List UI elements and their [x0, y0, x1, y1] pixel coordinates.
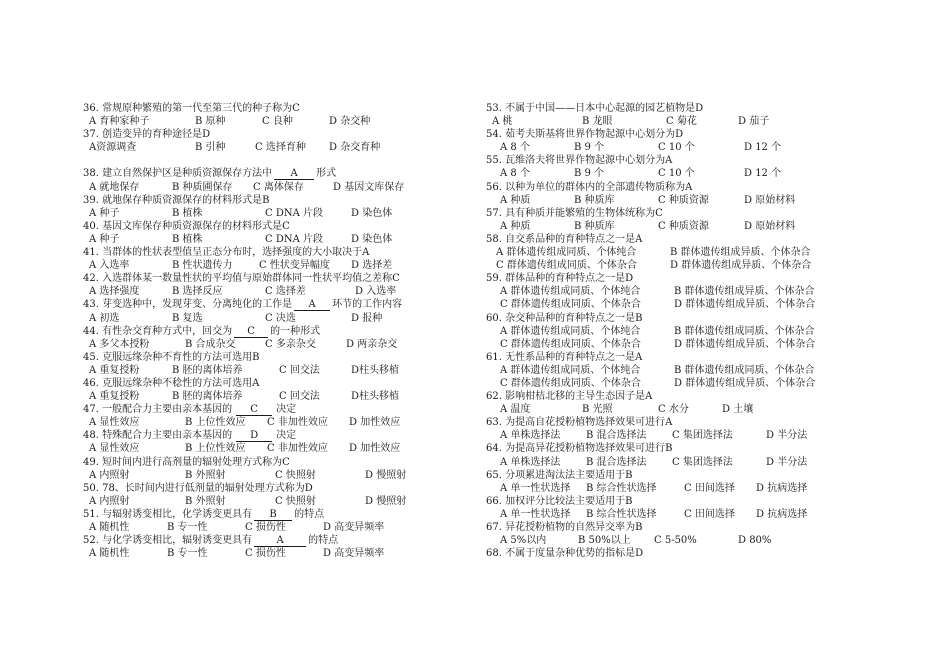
question-stem: 62. 影响柑桔北移的主导生态因子是A — [486, 391, 653, 403]
question-stem: 46. 克服远缘杂种不稔性的方法可选用A — [83, 377, 260, 389]
option-b: B 50%以上 — [578, 535, 631, 547]
option-c: C 回交法 — [279, 364, 320, 376]
option-row — [486, 220, 866, 233]
option-d: D 茄子 — [738, 116, 770, 128]
option-a: A资源调查 — [89, 142, 137, 154]
option-c: C 选择育种 — [255, 142, 306, 154]
option-row — [486, 508, 866, 521]
question-stem: 50. 78、长时间内进行低剂量的辐射处理方式称为D — [83, 482, 313, 494]
question-51 — [83, 508, 413, 534]
question-41 — [83, 246, 413, 272]
option-d: D 加性效应 — [349, 417, 401, 429]
option-a: A 显性效应 — [89, 417, 140, 429]
option-d: D 土壤 — [722, 404, 754, 416]
option-row — [486, 429, 866, 442]
option-b: B 混合选择法 — [586, 430, 647, 442]
option-a: A 单株选择法 — [500, 430, 561, 442]
question-60 — [486, 312, 866, 351]
option-c: C 种质资源 — [658, 220, 709, 232]
question-stem: 39. 就地保存种质资源保存的材料形式是B — [83, 194, 270, 206]
stem-text: 47. 一般配合力主要由亲本基因的 — [83, 404, 233, 416]
option-row — [83, 364, 413, 377]
option-b: B 9 个 — [574, 168, 605, 180]
option-c: C 10 个 — [658, 142, 695, 154]
option-d: D 半分法 — [766, 430, 808, 442]
question-stem: 37. 创造变异的育种途径是D — [83, 129, 211, 141]
question-54 — [486, 128, 866, 154]
option-c: C 群体遗传组成同质、个体杂合 — [500, 299, 641, 311]
option-b: B 群体遗传组成异质、个体杂合 — [670, 247, 811, 259]
option-d: D 两亲杂交 — [346, 338, 398, 350]
question-stem — [83, 508, 413, 521]
question-61 — [486, 351, 866, 390]
option-d: D 选择差 — [351, 260, 393, 272]
option-d: D 慢照射 — [365, 469, 407, 481]
option-c: C 种质资源 — [658, 194, 709, 206]
option-a: A 随机性 — [89, 548, 130, 560]
question-stem: 57. 具有种质并能繁殖的生物体统称为C — [486, 207, 663, 219]
question-37 — [83, 128, 413, 154]
option-d: D 抗病选择 — [756, 482, 808, 494]
option-c: C 非加性效应 — [267, 417, 328, 429]
option-d: D 基因文库保存 — [333, 181, 405, 193]
option-c: C 5-50% — [654, 535, 697, 547]
question-stem — [83, 167, 413, 180]
option-row — [486, 285, 866, 298]
option-b: B 原种 — [195, 116, 226, 128]
option-c: C 损伤性 — [245, 548, 286, 560]
option-c: C DNA 片段 — [265, 233, 323, 245]
option-d: D 群体遗传组成异质、个体杂合 — [674, 299, 816, 311]
answer-blank: A — [254, 535, 306, 547]
option-b: B 综合性状选择 — [586, 482, 657, 494]
option-d: D 杂交种 — [329, 116, 371, 128]
option-b: B 专一性 — [167, 548, 208, 560]
option-a: A 桃 — [492, 116, 513, 128]
option-a: A 单一性状选择 — [500, 482, 571, 494]
question-stem: 64. 为提高异花授粉植物选择效果可进行B — [486, 443, 673, 455]
option-c: C 10 个 — [658, 168, 695, 180]
option-d: D 群体遗传组成异质、个体杂合 — [674, 338, 816, 350]
option-b: B 胚的离体培养 — [172, 364, 243, 376]
stem-text-end: 决定 — [276, 430, 297, 442]
option-d: D 杂交育种 — [329, 142, 381, 154]
question-stem: 68. 不属于度量杂种优势的指标是D — [486, 548, 644, 560]
option-c: C 菊花 — [666, 116, 697, 128]
option-c: C 非加性效应 — [267, 443, 328, 455]
left-column — [83, 102, 413, 560]
question-59 — [486, 272, 866, 311]
stem-text: 52. 与化学诱变相比，辐射诱变更具有 — [83, 535, 253, 547]
question-49 — [83, 456, 413, 482]
question-stem — [83, 325, 413, 338]
option-b: B 9 个 — [574, 142, 605, 154]
option-c: C 选择差 — [265, 286, 306, 298]
answer-blank: D — [236, 430, 272, 442]
option-a: A 选择强度 — [89, 286, 140, 298]
spacer — [83, 154, 413, 167]
option-row — [486, 194, 866, 207]
option-row — [486, 403, 866, 416]
stem-text: 38. 建立自然保护区是种质资源保存方法中 — [83, 168, 273, 180]
option-row — [83, 181, 413, 194]
option-b: B 群体遗传组成异质、个体杂合 — [674, 286, 815, 298]
option-b: B 种质库 — [574, 194, 615, 206]
question-52 — [83, 534, 413, 560]
option-a: A 初选 — [89, 312, 120, 324]
option-row — [486, 298, 866, 311]
option-d: D 入选率 — [355, 286, 397, 298]
option-a: A 多父本授粉 — [89, 338, 150, 350]
option-a: A 群体遗传组成同质、个体纯合 — [496, 247, 637, 259]
question-63 — [486, 416, 866, 442]
stem-text-end: 形式 — [316, 168, 337, 180]
question-stem: 65. 分项累进淘汰法主要适用于B — [486, 469, 633, 481]
answer-blank: A — [294, 299, 330, 311]
question-53 — [486, 102, 866, 128]
option-b: B 植株 — [172, 233, 203, 245]
question-stem: 55. 瓦维洛夫将世界作物起源中心划分为A — [486, 155, 673, 167]
stem-text-end: 的一种形式 — [270, 325, 321, 337]
option-c: C 快照射 — [275, 469, 316, 481]
question-42 — [83, 272, 413, 298]
option-row — [83, 442, 413, 455]
option-row — [83, 259, 413, 272]
option-row — [83, 233, 413, 246]
option-b: B 合成杂交 — [185, 338, 236, 350]
option-a: A 5%以内 — [500, 535, 547, 547]
option-b: B 混合选择法 — [586, 456, 647, 468]
option-c: C 集团选择法 — [672, 430, 733, 442]
question-stem: 66. 加权评分比较法主要适用于B — [486, 495, 633, 507]
option-a: A 重复授粉 — [89, 364, 140, 376]
option-c: C 损伤性 — [245, 522, 286, 533]
question-stem — [83, 298, 413, 311]
option-a: A 群体遗传组成同质、个体纯合 — [500, 286, 641, 298]
question-38 — [83, 167, 413, 193]
option-row — [486, 377, 866, 390]
option-b: B 专一性 — [167, 522, 208, 533]
question-stem: 61. 无性系品种的育种特点之一是A — [486, 351, 643, 363]
stem-text: 44. 有性杂交育种方式中，回交为 — [83, 325, 233, 337]
stem-text: 43. 芽变选种中，发现芽变、分离纯化的工作是 — [83, 299, 293, 311]
option-d: D 群体遗传组成异质、个体杂合 — [670, 260, 812, 272]
option-b: B 上位性效应 — [185, 417, 246, 429]
question-57 — [486, 207, 866, 233]
question-stem: 59. 群体品种的育种特点之一是D — [486, 273, 634, 285]
question-40 — [83, 220, 413, 246]
option-b: B 上位性效应 — [185, 443, 246, 455]
option-row — [486, 456, 866, 469]
option-row — [486, 246, 866, 259]
option-a: A 随机性 — [89, 522, 130, 533]
question-stem: 36. 常规原种繁殖的第一代至第三代的种子称为C — [83, 103, 300, 114]
question-48 — [83, 429, 413, 455]
option-a: A 内照射 — [89, 495, 130, 507]
stem-text-end: 决定 — [276, 404, 297, 416]
option-row — [486, 534, 866, 547]
answer-blank: C — [234, 326, 268, 338]
question-62 — [486, 390, 866, 416]
option-row — [83, 141, 413, 154]
option-c: C 田间选择 — [684, 482, 735, 494]
question-50 — [83, 482, 413, 508]
question-stem: 49. 短时间内进行高剂量的辐射处理方式称为C — [83, 456, 290, 468]
option-d: D 高变异频率 — [323, 522, 385, 533]
option-d: D 群体遗传组成异质、个体杂合 — [674, 377, 816, 389]
option-c: C 水分 — [658, 404, 689, 416]
option-c: C 群体遗传组成同质、个体杂合 — [496, 260, 637, 272]
question-68 — [486, 547, 866, 560]
answer-blank: A — [274, 168, 314, 180]
option-row — [83, 115, 413, 128]
option-d: D 原始材料 — [744, 194, 796, 206]
option-b: B 引种 — [195, 142, 226, 154]
option-b: B 种质圃保存 — [172, 181, 233, 193]
option-row — [486, 325, 866, 338]
option-d: D 慢照射 — [365, 495, 407, 507]
option-c: C DNA 片段 — [265, 207, 323, 219]
option-b: B 外照射 — [185, 495, 226, 507]
question-64 — [486, 442, 866, 468]
option-c: C 性状变异幅度 — [259, 260, 330, 272]
question-stem: 56. 以种为单位的群体内的全部遗传物质称为A — [486, 181, 693, 193]
question-43 — [83, 298, 413, 324]
option-a: A 8 个 — [500, 168, 530, 180]
question-56 — [486, 181, 866, 207]
stem-text-end: 环节的工作内容 — [332, 299, 403, 311]
question-stem: 45. 克服远缘杂种不育性的方法可选用B — [83, 351, 260, 363]
option-c: C 群体遗传组成同质、个体杂合 — [500, 377, 641, 389]
option-b: B 胚的离体培养 — [172, 391, 243, 403]
question-stem — [83, 429, 413, 442]
option-c: C 良种 — [262, 116, 293, 128]
option-b: B 龙眼 — [582, 116, 613, 128]
option-row — [486, 141, 866, 154]
option-a: A 就地保存 — [89, 181, 140, 193]
option-a: A 种子 — [89, 233, 120, 245]
question-stem: 60. 杂交种品种的育种特点之一是B — [486, 312, 643, 324]
option-a: A 育种家种子 — [89, 116, 150, 128]
question-46 — [83, 377, 413, 403]
option-a: A 显性效应 — [89, 443, 140, 455]
question-47 — [83, 403, 413, 429]
option-row — [83, 495, 413, 508]
option-d: D 加性效应 — [349, 443, 401, 455]
option-row — [486, 482, 866, 495]
option-b: B 复选 — [172, 312, 203, 324]
option-d: D柱头移植 — [351, 391, 400, 403]
option-a: A 群体遗传组成同质、个体纯合 — [500, 325, 641, 337]
option-row — [83, 207, 413, 220]
question-stem: 53. 不属于中国——日本中心起源的园艺植物是D — [486, 103, 704, 114]
option-c: C 田间选择 — [684, 508, 735, 520]
option-row — [83, 547, 413, 560]
option-c: C 集团选择法 — [672, 456, 733, 468]
option-b: B 群体遗传组成同质、个体杂合 — [674, 325, 815, 337]
option-row — [486, 167, 866, 180]
right-column — [486, 102, 866, 560]
question-66 — [486, 495, 866, 521]
stem-text-end: 的特点 — [294, 508, 325, 520]
option-d: D 高变异频率 — [323, 548, 385, 560]
question-36 — [83, 102, 413, 128]
option-a: A 单一性状选择 — [500, 508, 571, 520]
option-d: D 12 个 — [744, 142, 782, 154]
option-row — [83, 285, 413, 298]
option-d: D 报种 — [351, 312, 383, 324]
question-39 — [83, 194, 413, 220]
option-d: D 80% — [738, 535, 772, 547]
question-58 — [486, 233, 866, 272]
question-stem: 67. 异花授粉植物的自然异交率为B — [486, 522, 643, 533]
question-stem: 54. 茹考夫斯基将世界作物起源中心划分为D — [486, 129, 684, 141]
option-b: B 种质库 — [574, 220, 615, 232]
question-67 — [486, 521, 866, 547]
question-55 — [486, 154, 866, 180]
option-d: D 染色体 — [351, 233, 393, 245]
option-d: D 抗病选择 — [756, 508, 808, 520]
option-a: A 8 个 — [500, 142, 530, 154]
option-a: A 重复授粉 — [89, 391, 140, 403]
option-a: A 单株选择法 — [500, 456, 561, 468]
question-stem: 58. 自交系品种的育种特点之一是A — [486, 233, 643, 245]
question-stem: 63. 为提高自花授粉植物选择效果可进行A — [486, 417, 673, 429]
option-row — [83, 312, 413, 325]
option-a: A 种子 — [89, 207, 120, 219]
question-stem — [83, 403, 413, 416]
option-b: B 综合性状选择 — [586, 508, 657, 520]
option-row — [486, 259, 866, 272]
option-d: D 半分法 — [766, 456, 808, 468]
option-b: B 光照 — [582, 404, 613, 416]
question-stem: 41. 当群体的性状表型值呈正态分布时，选择强度的大小取决于A — [83, 247, 370, 259]
option-c: C 群体遗传组成同质、个体杂合 — [500, 338, 641, 350]
option-c: C 回交法 — [279, 391, 320, 403]
stem-text: 51. 与辐射诱变相比，化学诱变更具有 — [83, 508, 253, 520]
question-stem — [83, 534, 413, 547]
option-b: B 性状遗传力 — [172, 260, 233, 272]
option-a: A 种质 — [500, 194, 531, 206]
question-65 — [486, 469, 866, 495]
option-a: A 温度 — [500, 404, 531, 416]
option-row — [83, 469, 413, 482]
option-d: D柱头移植 — [351, 364, 400, 376]
stem-text: 48. 特殊配合力主要由亲本基因的 — [83, 430, 233, 442]
option-row — [486, 364, 866, 377]
option-row — [486, 338, 866, 351]
stem-text-end: 的特点 — [308, 535, 339, 547]
option-b: B 外照射 — [185, 469, 226, 481]
question-44 — [83, 325, 413, 351]
option-row — [83, 338, 413, 351]
option-d: D 原始材料 — [744, 220, 796, 232]
option-row — [83, 416, 413, 429]
question-45 — [83, 351, 413, 377]
option-a: A 入选率 — [89, 260, 130, 272]
option-d: D 染色体 — [351, 207, 393, 219]
option-row — [83, 521, 413, 534]
option-c: C 离体保存 — [253, 181, 304, 193]
option-a: A 内照射 — [89, 469, 130, 481]
option-c: C 多亲杂交 — [265, 338, 316, 350]
option-c: C 快照射 — [275, 495, 316, 507]
option-a: A 群体遗传组成同质、个体纯合 — [500, 364, 641, 376]
option-a: A 种质 — [500, 220, 531, 232]
option-b: B 植株 — [172, 207, 203, 219]
option-d: D 12 个 — [744, 168, 782, 180]
answer-blank: C — [236, 404, 272, 416]
answer-blank: B — [254, 509, 292, 521]
option-c: C 决选 — [265, 312, 296, 324]
option-row — [486, 115, 866, 128]
question-stem: 40. 基因文库保存种质资源保存的材料形式是C — [83, 220, 290, 232]
option-b: B 选择反应 — [172, 286, 223, 298]
option-b: B 群体遗传组成同质、个体杂合 — [674, 364, 815, 376]
option-row — [83, 390, 413, 403]
question-stem: 42. 入选群体某一数量性状的平均值与原始群体同一性状平均值之差称C — [83, 273, 400, 285]
